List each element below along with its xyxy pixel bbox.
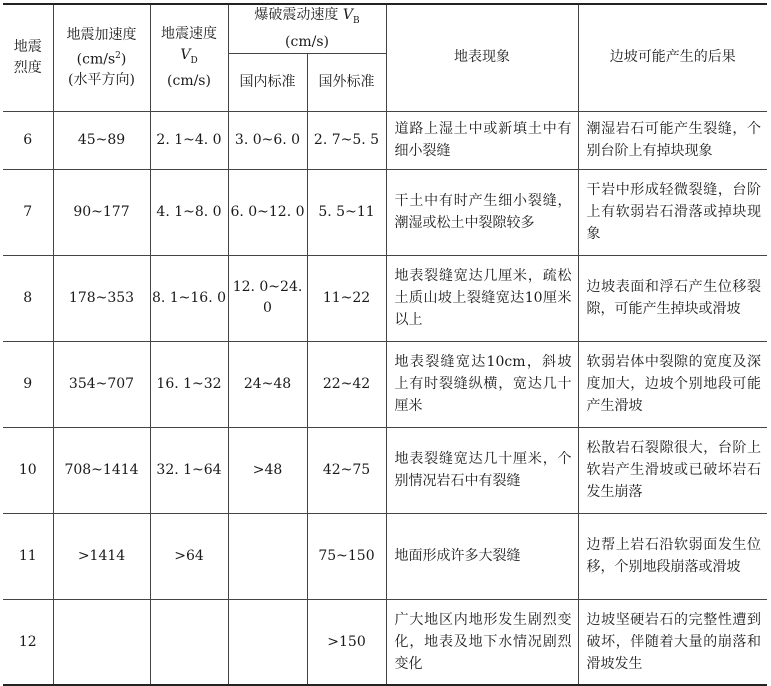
table-row xyxy=(3,427,767,513)
acceleration-cell: 90~177 xyxy=(53,169,150,255)
header-consequence: 边坡可能产生的后果 xyxy=(578,4,767,111)
acceleration-cell: 708~1414 xyxy=(53,427,150,513)
surface-cell: 道路上湿土中或新填土中有细小裂缝 xyxy=(386,111,578,169)
consequence-cell: 边坡表面和浮石产生位移裂隙，可能产生掉块或滑坡 xyxy=(578,255,767,341)
header-blast-domestic: 国内标准 xyxy=(228,53,307,111)
velocity-cell xyxy=(150,599,228,685)
acceleration-cell: >1414 xyxy=(53,513,150,599)
blast-foreign-cell: 11~22 xyxy=(307,255,386,341)
table-row xyxy=(3,169,767,255)
consequence-cell: 潮湿岩石可能产生裂缝，个别台阶上有掉块现象 xyxy=(578,111,767,169)
blast-domestic-cell: >48 xyxy=(228,427,307,513)
intensity-cell: 9 xyxy=(3,341,53,427)
acceleration-cell: 45~89 xyxy=(53,111,150,169)
acceleration-cell: 354~707 xyxy=(53,341,150,427)
velocity-cell: 32. 1~64 xyxy=(150,427,228,513)
consequence-cell: 边坡坚硬岩石的完整性遭到破坏，伴随着大量的崩落和滑坡发生 xyxy=(578,599,767,685)
velocity-cell: 8. 1~16. 0 xyxy=(150,255,228,341)
intensity-cell: 8 xyxy=(3,255,53,341)
table-row xyxy=(3,341,767,427)
header-velocity: 地震速度 $V_D$ (cm/s) xyxy=(150,4,228,111)
blast-domestic-cell: 3. 0~6. 0 xyxy=(228,111,307,169)
surface-cell: 地表裂缝宽达几厘米，疏松土质山坡上裂缝宽达10厘米以上 xyxy=(386,255,578,341)
surface-cell: 地表裂缝宽达10cm，斜坡上有时裂缝纵横，宽达几十厘米 xyxy=(386,341,578,427)
blast-domestic-cell xyxy=(228,513,307,599)
velocity-cell: >64 xyxy=(150,513,228,599)
seismic-intensity-table xyxy=(3,3,767,686)
blast-foreign-cell: 42~75 xyxy=(307,427,386,513)
blast-foreign-cell: >150 xyxy=(307,599,386,685)
intensity-cell: 6 xyxy=(3,111,53,169)
velocity-cell: 16. 1~32 xyxy=(150,341,228,427)
surface-cell: 地面形成许多大裂缝 xyxy=(386,513,578,599)
velocity-cell: 2. 1~4. 0 xyxy=(150,111,228,169)
table-row xyxy=(3,111,767,169)
table-row xyxy=(3,255,767,341)
blast-domestic-cell: 6. 0~12. 0 xyxy=(228,169,307,255)
intensity-cell: 7 xyxy=(3,169,53,255)
intensity-cell: 11 xyxy=(3,513,53,599)
header-blast-velocity: 爆破震动速度 $V_B$ (cm/s) xyxy=(228,4,386,53)
blast-foreign-cell: 2. 7~5. 5 xyxy=(307,111,386,169)
acceleration-cell xyxy=(53,599,150,685)
blast-domestic-cell: 12. 0~24. 0 xyxy=(228,255,307,341)
blast-foreign-cell: 75~150 xyxy=(307,513,386,599)
header-blast-foreign: 国外标准 xyxy=(307,53,386,111)
acceleration-cell: 178~353 xyxy=(53,255,150,341)
header-surface: 地表现象 xyxy=(386,4,578,111)
blast-foreign-cell: 5. 5~11 xyxy=(307,169,386,255)
surface-cell: 广大地区内地形发生剧烈变化，地表及地下水情况剧烈变化 xyxy=(386,599,578,685)
consequence-cell: 干岩中形成轻微裂缝，台阶上有软弱岩石滑落或掉块现象 xyxy=(578,169,767,255)
velocity-cell: 4. 1~8. 0 xyxy=(150,169,228,255)
blast-domestic-cell: 24~48 xyxy=(228,341,307,427)
consequence-cell: 松散岩石裂隙很大，台阶上软岩产生滑坡或已破坏岩石发生崩落 xyxy=(578,427,767,513)
blast-domestic-cell xyxy=(228,599,307,685)
consequence-cell: 软弱岩体中裂隙的宽度及深度加大，边坡个别地段可能产生滑坡 xyxy=(578,341,767,427)
header-acceleration: 地震加速度 $(cm/s^2)$ (水平方向) xyxy=(53,4,150,111)
consequence-cell: 边帮上岩石沿软弱面发生位移，个别地段崩落或滑坡 xyxy=(578,513,767,599)
header-intensity: 地震 烈度 xyxy=(3,4,53,111)
surface-cell: 干土中有时产生细小裂缝，潮湿或松土中裂隙较多 xyxy=(386,169,578,255)
intensity-cell: 10 xyxy=(3,427,53,513)
intensity-cell: 12 xyxy=(3,599,53,685)
blast-foreign-cell: 22~42 xyxy=(307,341,386,427)
table-row xyxy=(3,599,767,685)
table-row xyxy=(3,513,767,599)
surface-cell: 地表裂缝宽达几十厘米，个别情况岩石中有裂缝 xyxy=(386,427,578,513)
